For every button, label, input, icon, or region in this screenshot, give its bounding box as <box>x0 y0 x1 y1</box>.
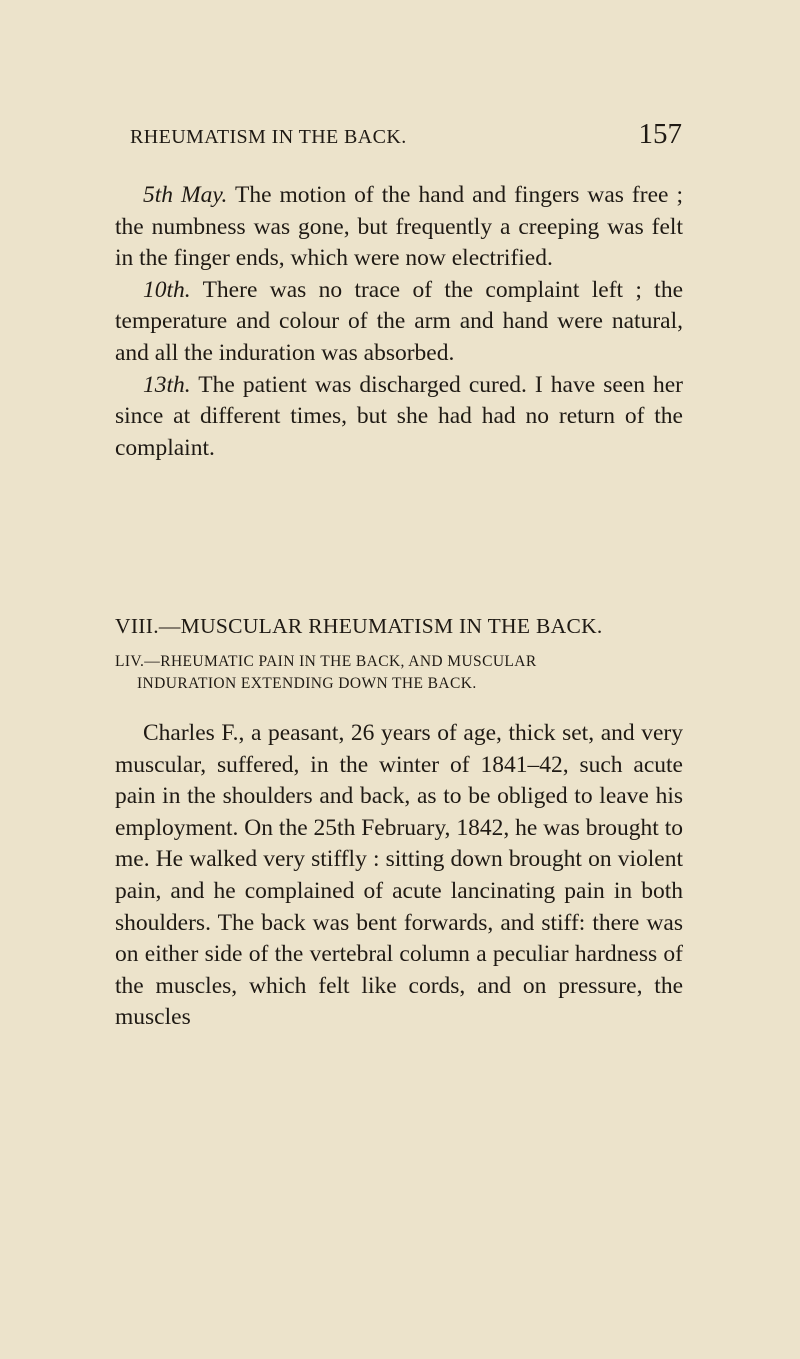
entry-paragraph <box>115 180 683 275</box>
case-body <box>115 718 683 1034</box>
entry-date: 10th. <box>143 276 191 303</box>
page-number: 157 <box>638 118 682 150</box>
section-heading: VIII.—MUSCULAR RHEUMATISM IN THE BACK. <box>115 614 603 638</box>
entry-text: There was no trace of the complaint left ; the temperature and colour of the arm and hand were natural, and all the induration was absorbed. <box>115 276 683 366</box>
case-heading <box>115 651 683 695</box>
entry-text: The patient was discharged cured. I have seen her since at different times, but she had had no return of the complaint. <box>115 371 683 461</box>
case-notes <box>115 180 683 464</box>
entry-date: 13th. <box>143 371 191 398</box>
entry-text: The motion of the hand and fingers was free ; the numbness was gone, but frequently a creeping was felt in the finger ends, which were now electrified. <box>115 182 683 272</box>
entry-paragraph <box>115 275 683 370</box>
entry-date: 5th May. <box>143 182 228 208</box>
case-heading-line1: LIV.—RHEUMATIC PAIN IN THE BACK, AND MUSCULAR <box>115 653 537 670</box>
case-paragraph: Charles F., a peasant, 26 years of age, thick set, and very muscular, suffered, in the winter of 1841–42, such acute pain in the shoulders and back, as to be obliged to leave his employment. On the 25th February, 1842, he was brought to me. He walked very stiffly : sitting down brought on violent pain, and he complained of acute lancinating pain in both shoulders. The back was bent forwards, and stiff: there was on either side of the vertebral column a peculiar hardness of the muscles, which felt like cords, and on pressure, the muscles <box>115 720 683 1031</box>
entry-paragraph <box>115 370 683 465</box>
running-head-title: RHEUMATISM IN THE BACK. <box>130 126 407 148</box>
running-head <box>130 118 682 158</box>
case-heading-line2: INDURATION EXTENDING DOWN THE BACK. <box>137 675 477 692</box>
